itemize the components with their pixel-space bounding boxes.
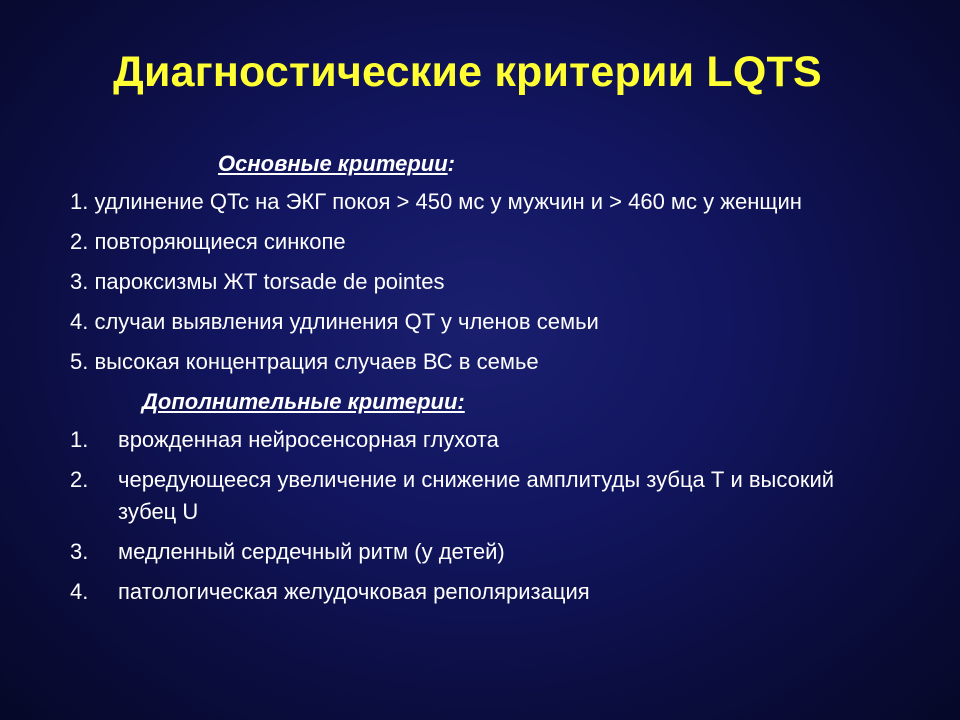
extra-criteria-heading xyxy=(70,386,890,418)
extra-criterion-number: 3. xyxy=(70,539,89,564)
extra-criterion-3 xyxy=(70,536,890,568)
extra-criterion-1 xyxy=(70,424,890,456)
extra-criterion-2 xyxy=(70,464,890,528)
main-criterion-1: 1. удлинение QTc на ЭКГ покоя > 450 мс у мужчин и > 460 мс у женщин xyxy=(70,189,802,214)
extra-criterion-number: 4. xyxy=(70,579,89,604)
main-criterion-2: 2. повторяющиеся синкопе xyxy=(70,229,346,254)
extra-criterion-4 xyxy=(70,576,890,608)
extra-criteria-heading-text: Дополнительные критерии: xyxy=(142,389,465,414)
main-criterion-4: 4. случаи выявления удлинения QT у членов семьи xyxy=(70,309,599,334)
extra-criterion-text: патологическая желудочковая реполяризация xyxy=(118,579,590,604)
main-criteria-heading-colon: : xyxy=(447,151,455,176)
main-criterion-3: 3. пароксизмы ЖТ torsade de pointes xyxy=(70,269,445,294)
extra-criterion-text: врожденная нейросенсорная глухота xyxy=(118,427,499,452)
extra-criterion-number: 1. xyxy=(70,427,89,452)
slide-title: Диагностические критерии LQTS xyxy=(113,48,822,96)
extra-criterion-text: медленный сердечный ритм (у детей) xyxy=(118,539,505,564)
main-criterion-5: 5. высокая концентрация случаев ВС в семье xyxy=(70,349,539,374)
main-criteria-heading xyxy=(70,148,890,180)
slide-body xyxy=(70,148,890,616)
extra-criterion-number: 2. xyxy=(70,467,89,492)
main-criteria-heading-text: Основные критерии xyxy=(218,151,448,176)
extra-criterion-text: чередующееся увеличение и снижение амплитуды зубца Т и высокий зубец U xyxy=(118,467,835,524)
